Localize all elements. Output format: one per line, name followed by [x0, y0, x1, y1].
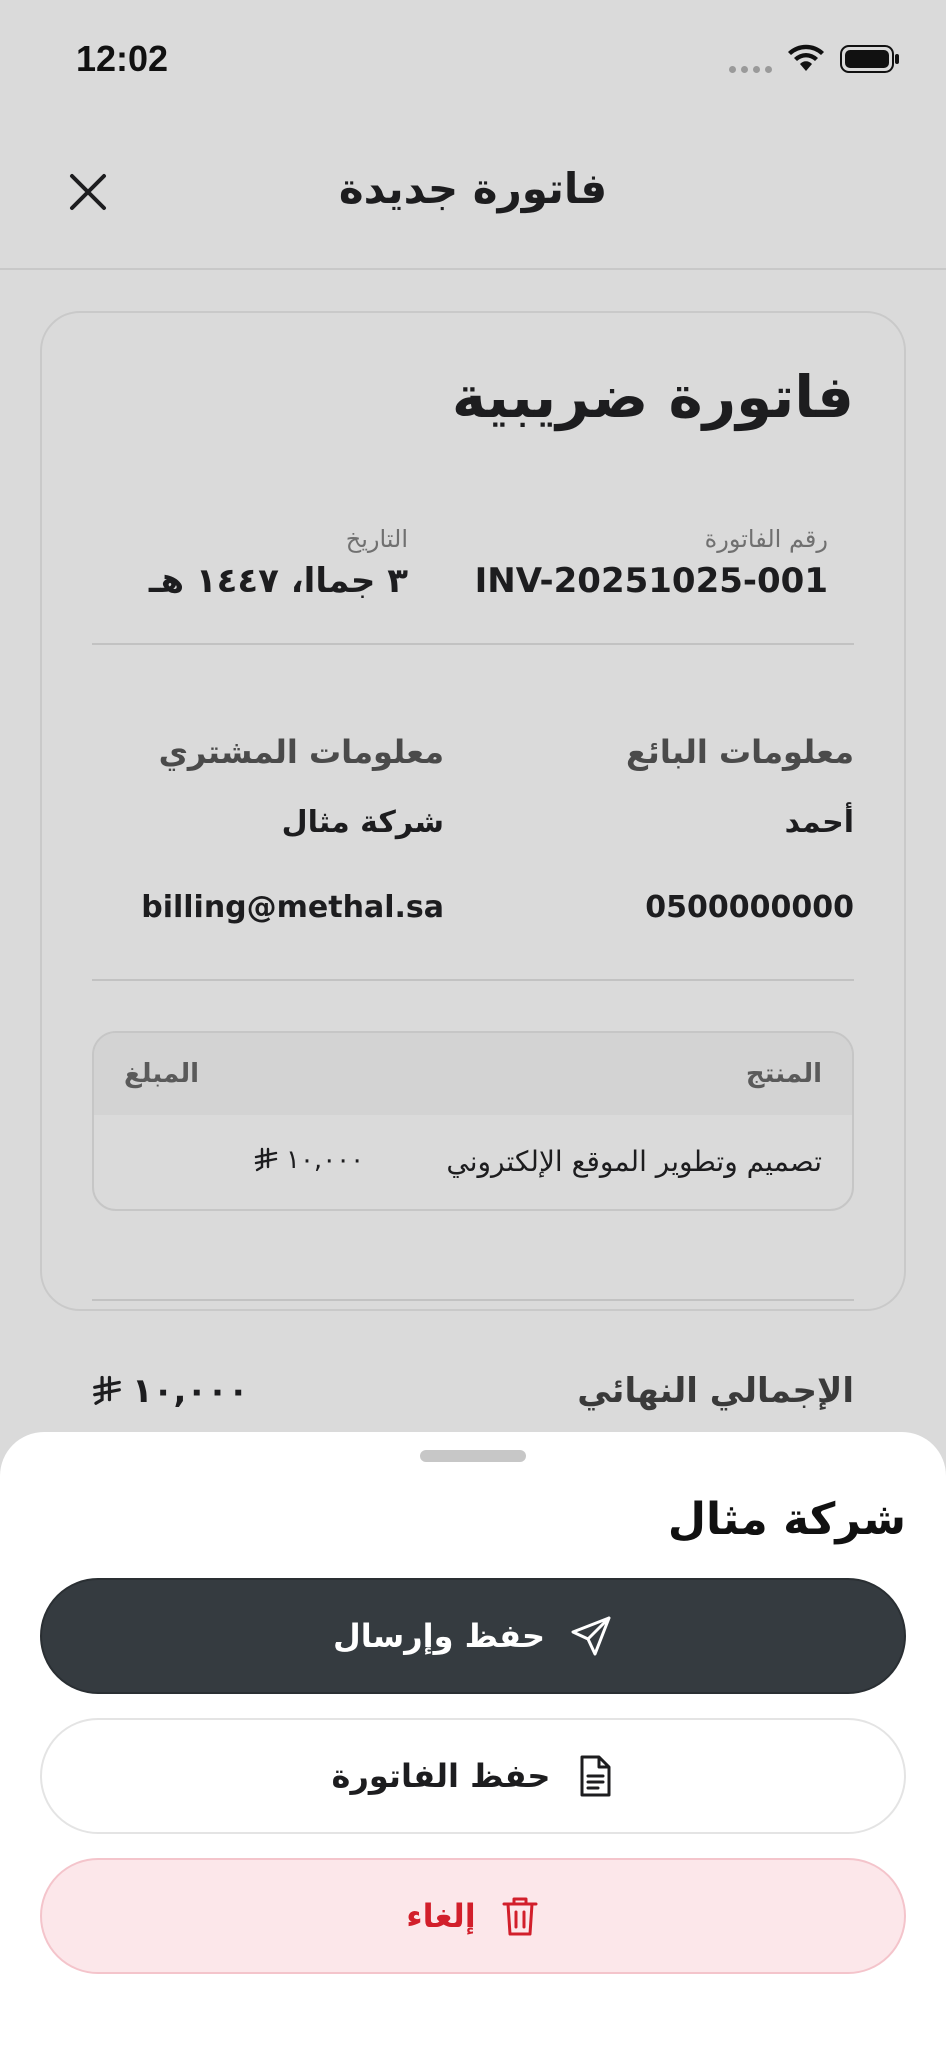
- table-row: [94, 1115, 852, 1211]
- save-and-send-label: حفظ وإرسال: [332, 1617, 546, 1655]
- cancel-label: إلغاء: [406, 1897, 476, 1935]
- total-value-group: [92, 1371, 249, 1411]
- nav-bar: [0, 120, 946, 270]
- page-title: فاتورة جديدة: [338, 164, 608, 213]
- divider: [92, 979, 854, 981]
- status-bar: [0, 0, 946, 120]
- invoice-date-value: ٣ جماا، ١٤٤٧ هـ: [148, 561, 408, 601]
- riyal-icon: [92, 1375, 122, 1407]
- item-amount: [254, 1145, 364, 1175]
- cancel-button[interactable]: [40, 1858, 906, 1974]
- column-header-amount: المبلغ: [124, 1059, 200, 1089]
- invoice-number-value: INV-20251025-001: [474, 561, 828, 601]
- signal-icon: [729, 66, 772, 73]
- buyer-email: billing@methal.sa: [141, 890, 444, 925]
- status-icons: [729, 44, 900, 74]
- document-icon: [574, 1754, 614, 1798]
- invoice-card: [40, 311, 906, 1411]
- seller-info: [626, 733, 854, 925]
- invoice-number-label: رقم الفاتورة: [704, 525, 828, 553]
- battery-icon: [840, 45, 900, 73]
- seller-phone: 0500000000: [645, 890, 854, 925]
- buyer-heading: معلومات المشتري: [158, 733, 444, 771]
- sheet-title: شركة مثال: [667, 1494, 906, 1545]
- wifi-icon: [786, 44, 826, 74]
- item-amount-value: ١٠,٠٠٠: [286, 1145, 365, 1175]
- items-table: [92, 1031, 854, 1211]
- column-header-product: المنتج: [745, 1059, 822, 1089]
- save-and-send-button[interactable]: [40, 1578, 906, 1694]
- table-header: [94, 1033, 852, 1115]
- divider: [92, 1299, 854, 1301]
- status-time: 12:02: [76, 38, 169, 79]
- save-invoice-label: حفظ الفاتورة: [331, 1757, 551, 1795]
- seller-name: أحمد: [784, 805, 854, 840]
- buyer-info: [141, 733, 444, 925]
- invoice-date-block: [149, 525, 408, 601]
- invoice-title: فاتورة ضريبية: [451, 363, 854, 431]
- trash-icon: [500, 1894, 540, 1938]
- riyal-icon: [254, 1147, 278, 1173]
- send-icon: [569, 1614, 613, 1658]
- total-label: الإجمالي النهائي: [577, 1371, 854, 1411]
- sheet-grabber[interactable]: [420, 1450, 526, 1462]
- seller-heading: معلومات البائع: [625, 733, 854, 771]
- divider: [92, 643, 854, 645]
- invoice-number-block: [475, 525, 828, 601]
- save-invoice-button[interactable]: [40, 1718, 906, 1834]
- total-row: [92, 1371, 854, 1431]
- invoice-date-label: التاريخ: [345, 525, 408, 553]
- total-value: ١٠,٠٠٠: [132, 1371, 249, 1411]
- item-product: تصميم وتطوير الموقع الإلكتروني: [446, 1145, 822, 1178]
- buyer-name: شركة مثال: [281, 805, 444, 840]
- action-sheet: [0, 1432, 946, 2048]
